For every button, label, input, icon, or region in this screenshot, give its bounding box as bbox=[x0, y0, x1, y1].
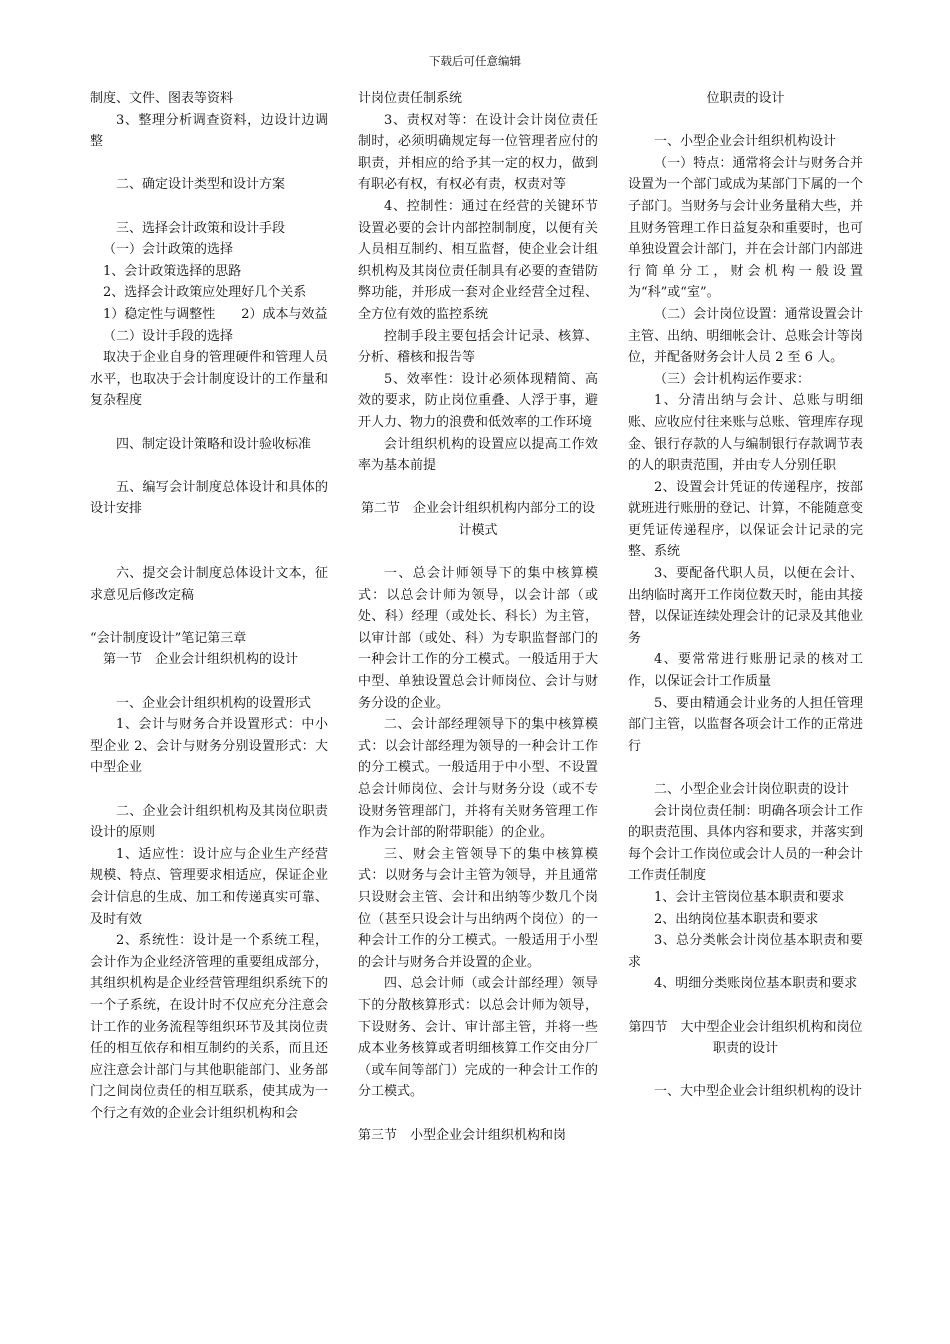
subsection-heading: （一）会计政策的选择 bbox=[103, 242, 234, 258]
subsection-heading: （二）设计手段的选择 bbox=[103, 328, 234, 344]
text-column-2 bbox=[358, 88, 598, 1146]
paragraph: 2、系统性：设计是一个系统工程，会计作为企业经济管理的重要组成部分，其组织机构是企业经营管理组织系统下的一个子系统，在设计时不仅应充分注意会计工作的业务流程等组织环节及其岗位责任的相互依存和相互制约的关系，而且还应注意会计部门与其他职能部门、业务部门之间岗位责任的相互联系，使其成为一个行之有效的企业会计组织机构和会 bbox=[90, 933, 328, 1121]
section-heading: 二、小型企业会计岗位职责的设计 bbox=[654, 782, 850, 797]
paragraph: 3、总分类帐会计岗位基本职责和要求 bbox=[628, 933, 863, 970]
paragraph: 四、总会计师（或会计部经理）领导下的分散核算形式：以总会计师为领导，下设财务、会计、审计部主管，并将一些成本业务核算或者明细核算工作交由分厂（或车间等部门）完成的一种会计工作的分工模式。 bbox=[358, 976, 598, 1100]
section-heading: 五、编写会计制度总体设计和具体的设计安排 bbox=[90, 479, 328, 517]
paragraph: 2、选择会计政策应处理好几个关系 bbox=[103, 285, 307, 301]
paragraph: 2、设置会计凭证的传递程序，按部就班进行账册的登记、计算，不能随意变更凭证传递程序，以保证会计记录的完整、系统 bbox=[628, 479, 863, 560]
paragraph: 三、财会主管领导下的集中核算模式：以财务与会计主管为领导，并且通常只设财会主管、会计和出纳等少数几个岗位（甚至只设会计与出纳两个岗位）的一种会计工作的分工模式。一般适用于小型的会计与财务合并设置的企业。 bbox=[358, 846, 598, 970]
paragraph: 1）稳定性与调整性 2）成本与效益 bbox=[103, 306, 328, 322]
subsection-heading: （三）会计机构运作要求： bbox=[654, 371, 811, 387]
section-heading: 六、提交会计制度总体设计文本，征求意见后修改定稿 bbox=[90, 566, 328, 603]
paragraph: 3、责权对等：在设计会计岗位责任制时，必须明确规定每一位管理者应付的职责，并相应的给予其一定的权力，做到有职必有权，有权必有责，权责对等 bbox=[358, 112, 598, 193]
paragraph: 计岗位责任制系统 bbox=[358, 91, 463, 106]
paragraph: 1、适应性：设计应与企业生产经营规模、特点、管理要求相适应，保证企业会计信息的生成、加工和传递真实可靠、及时有效 bbox=[90, 846, 328, 927]
paragraph: 1、会计政策选择的思路 bbox=[103, 263, 242, 279]
section-heading: 四、制定设计策略和设计验收标准 bbox=[116, 436, 312, 452]
paragraph: 1、会计主管岗位基本职责和要求 bbox=[654, 889, 845, 905]
section-heading: 二、企业会计组织机构及其岗位职责设计的原则 bbox=[90, 803, 328, 841]
paragraph: 1、会计与财务合并设置形式：中小型企业 2、会计与财务分别设置形式：大中型企业 bbox=[90, 717, 328, 776]
paragraph: 4、明细分类账岗位基本职责和要求 bbox=[654, 976, 858, 992]
paragraph: 2、出纳岗位基本职责和要求 bbox=[654, 911, 819, 927]
paragraph: 制度、文件、图表等资料 bbox=[90, 91, 234, 106]
text-column-3 bbox=[628, 88, 863, 1103]
paragraph: 4、控制性：通过在经营的关键环节设置必要的会计内部控制制度，以便有关人员相互制约、相互监督，使企业会计组织机构及其岗位责任制具有必要的查错防弊功能，并形成一套对企业经营全过程、全方位有效的监控系统 bbox=[358, 198, 598, 322]
section-heading: 一、小型企业会计组织机构设计 bbox=[654, 134, 837, 150]
paragraph: 会计岗位责任制：明确各项会计工作的职责范围、具体内容和要求，并落实到每个会计工作岗位或会计人员的一种会计工作责任制度 bbox=[628, 803, 863, 884]
paragraph: 1、分清出纳与会计、总账与明细账、应收应付往来账与总账、管理库存现金、银行存款的人与编制银行存款调节表的人的职责范围，并由专人分别任职 bbox=[628, 393, 863, 474]
paragraph: （一）特点：通常将会计与财务合并设置为一个部门或成为某部门下属的一个子部门。当财务与会计业务量稍大些，并且财务管理工作日益复杂和重要时，也可单独设置会计部门，并在会计部门内部进行简单分工，财会机构一般设置为“科”或“室”。 bbox=[628, 155, 863, 301]
section-title: 第三节 小型企业会计组织机构和岗 bbox=[358, 1127, 567, 1143]
paragraph: 二、会计部经理领导下的集中核算模式：以会计部经理为领导的一种会计工作的分工模式。一般适用于中小型、不设置总会计师岗位、会计与财务分设（或不专设财务管理部门，并将有关财务管理工作作为会计部的附带职能）的企业。 bbox=[358, 717, 598, 841]
text-column-1 bbox=[90, 88, 328, 1125]
section-title: 第四节 大中型企业会计组织机构和岗位职责的设计 bbox=[628, 1019, 863, 1057]
section-heading: 一、企业会计组织机构的设置形式 bbox=[116, 695, 312, 711]
page-header-note: 下载后可任意编辑 bbox=[429, 54, 521, 68]
paragraph: 3、整理分析调查资料，边设计边调整 bbox=[90, 112, 328, 150]
paragraph: 4、要常常进行账册记录的核对工作，以保证会计工作质量 bbox=[628, 652, 863, 690]
paragraph: 3、要配备代职人员，以便在会计、出纳临时离开工作岗位数天时，能由其接替，以保证连续处理会计的记录及其他业务 bbox=[628, 566, 863, 646]
paragraph: 会计组织机构的设置应以提高工作效率为基本前提 bbox=[358, 436, 598, 474]
paragraph: 5、要由精通会计业务的人担任管理部门主管，以监督各项会计工作的正常进行 bbox=[628, 695, 863, 754]
section-title: 第一节 企业会计组织机构的设计 bbox=[103, 652, 299, 668]
section-heading: 二、确定设计类型和设计方案 bbox=[116, 177, 286, 193]
section-title: 第二节 企业会计组织机构内部分工的设计模式 bbox=[360, 501, 595, 538]
paragraph: 控制手段主要包括会计记录、核算、分析、稽核和报告等 bbox=[358, 328, 598, 366]
section-heading: 三、选择会计政策和设计手段 bbox=[116, 220, 286, 236]
paragraph: （二）会计岗位设置：通常设置会计主管、出纳、明细帐会计、总账会计等岗位，并配备财务会计人员 2 至 6 人。 bbox=[628, 306, 863, 366]
chapter-title: “会计制度设计”笔记第三章 bbox=[90, 630, 247, 646]
paragraph: 一、总会计师领导下的集中核算模式：以总会计师为领导，以会计部（或处、科）经理（或处长、科长）为主管，以审计部（或处、科）为专职监督部门的一种会计工作的分工模式。一般适用于大中型、单独设置总会计师岗位、会计与财务分设的企业。 bbox=[358, 566, 598, 711]
section-title-continued: 位职责的设计 bbox=[706, 91, 785, 106]
paragraph: 取决于企业自身的管理硬件和管理人员水平，也取决于会计制度设计的工作量和复杂程度 bbox=[90, 350, 328, 409]
section-heading: 一、大中型企业会计组织机构的设计 bbox=[654, 1084, 863, 1100]
paragraph: 5、效率性：设计必须体现精简、高效的要求，防止岗位重叠、人浮于事，避开人力、物力的浪费和低效率的工作环境 bbox=[358, 371, 598, 430]
